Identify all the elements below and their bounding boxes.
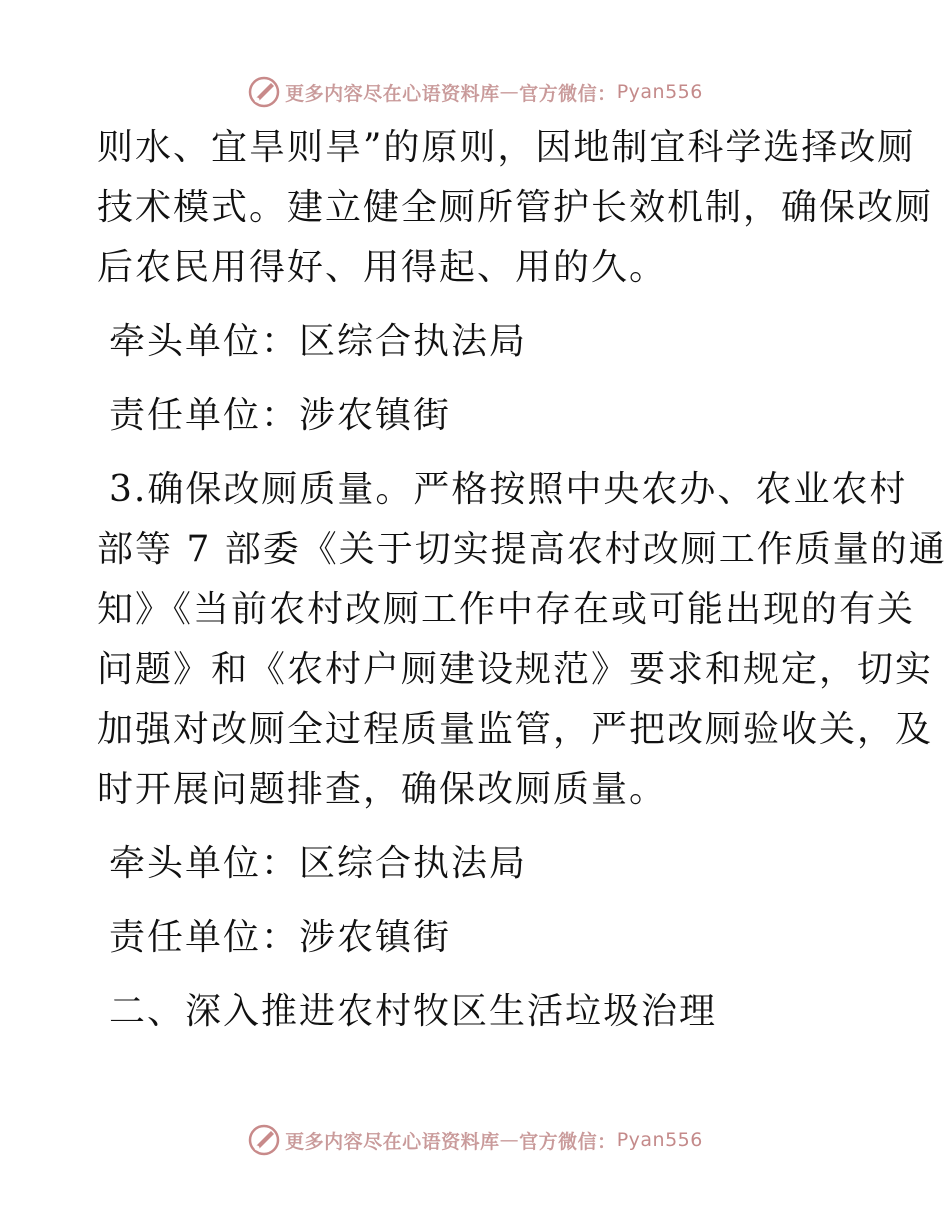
watermark-brand: 更多内容尽在心语资料库	[285, 1130, 500, 1153]
pen-logo-icon	[247, 1123, 281, 1157]
lead-unit-2: 牵头单位：区综合执法局	[109, 843, 528, 884]
watermark-id: Pyan556	[616, 81, 703, 103]
section-heading: 二、深入推进农村牧区生活垃圾治理	[109, 991, 718, 1032]
paragraph-line: 部等 7 部委《关于切实提高农村改厕工作质量的通	[97, 529, 947, 570]
paragraph-line: 后农民用得好、用得起、用的久。	[97, 247, 668, 288]
lead-unit-1: 牵头单位：区综合执法局	[109, 321, 528, 362]
paragraph-2	[97, 460, 947, 820]
watermark-brand: 更多内容尽在心语资料库	[285, 82, 500, 105]
watermark-separator: —	[499, 81, 520, 103]
paragraph-line: 3.确保改厕质量。严格按照中央农办、农业农村	[109, 469, 908, 510]
paragraph-line: 则水、宜旱则旱”的原则，因地制宜科学选择改厕	[97, 127, 916, 168]
paragraph-line: 问题》和《农村户厕建设规范》要求和规定，切实	[97, 649, 934, 690]
footer-watermark	[0, 1120, 950, 1160]
watermark-channel: 官方微信：	[519, 1130, 617, 1153]
watermark-channel: 官方微信：	[519, 82, 617, 105]
document-body	[97, 118, 947, 1042]
watermark-separator: —	[499, 1129, 520, 1151]
paragraph-1	[97, 118, 934, 298]
paragraph-line: 技术模式。建立健全厕所管护长效机制，确保改厕	[97, 187, 934, 228]
watermark-id: Pyan556	[616, 1129, 703, 1151]
responsible-unit-2: 责任单位：涉农镇街	[109, 917, 452, 958]
paragraph-line: 知》《当前农村改厕工作中存在或可能出现的有关	[97, 589, 916, 630]
paragraph-line: 时开展问题排查，确保改厕质量。	[97, 769, 668, 810]
responsible-unit-1: 责任单位：涉农镇街	[109, 395, 452, 436]
header-watermark	[0, 72, 950, 112]
pen-logo-icon	[247, 75, 281, 109]
paragraph-line: 加强对改厕全过程质量监管，严把改厕验收关，及	[97, 709, 934, 750]
